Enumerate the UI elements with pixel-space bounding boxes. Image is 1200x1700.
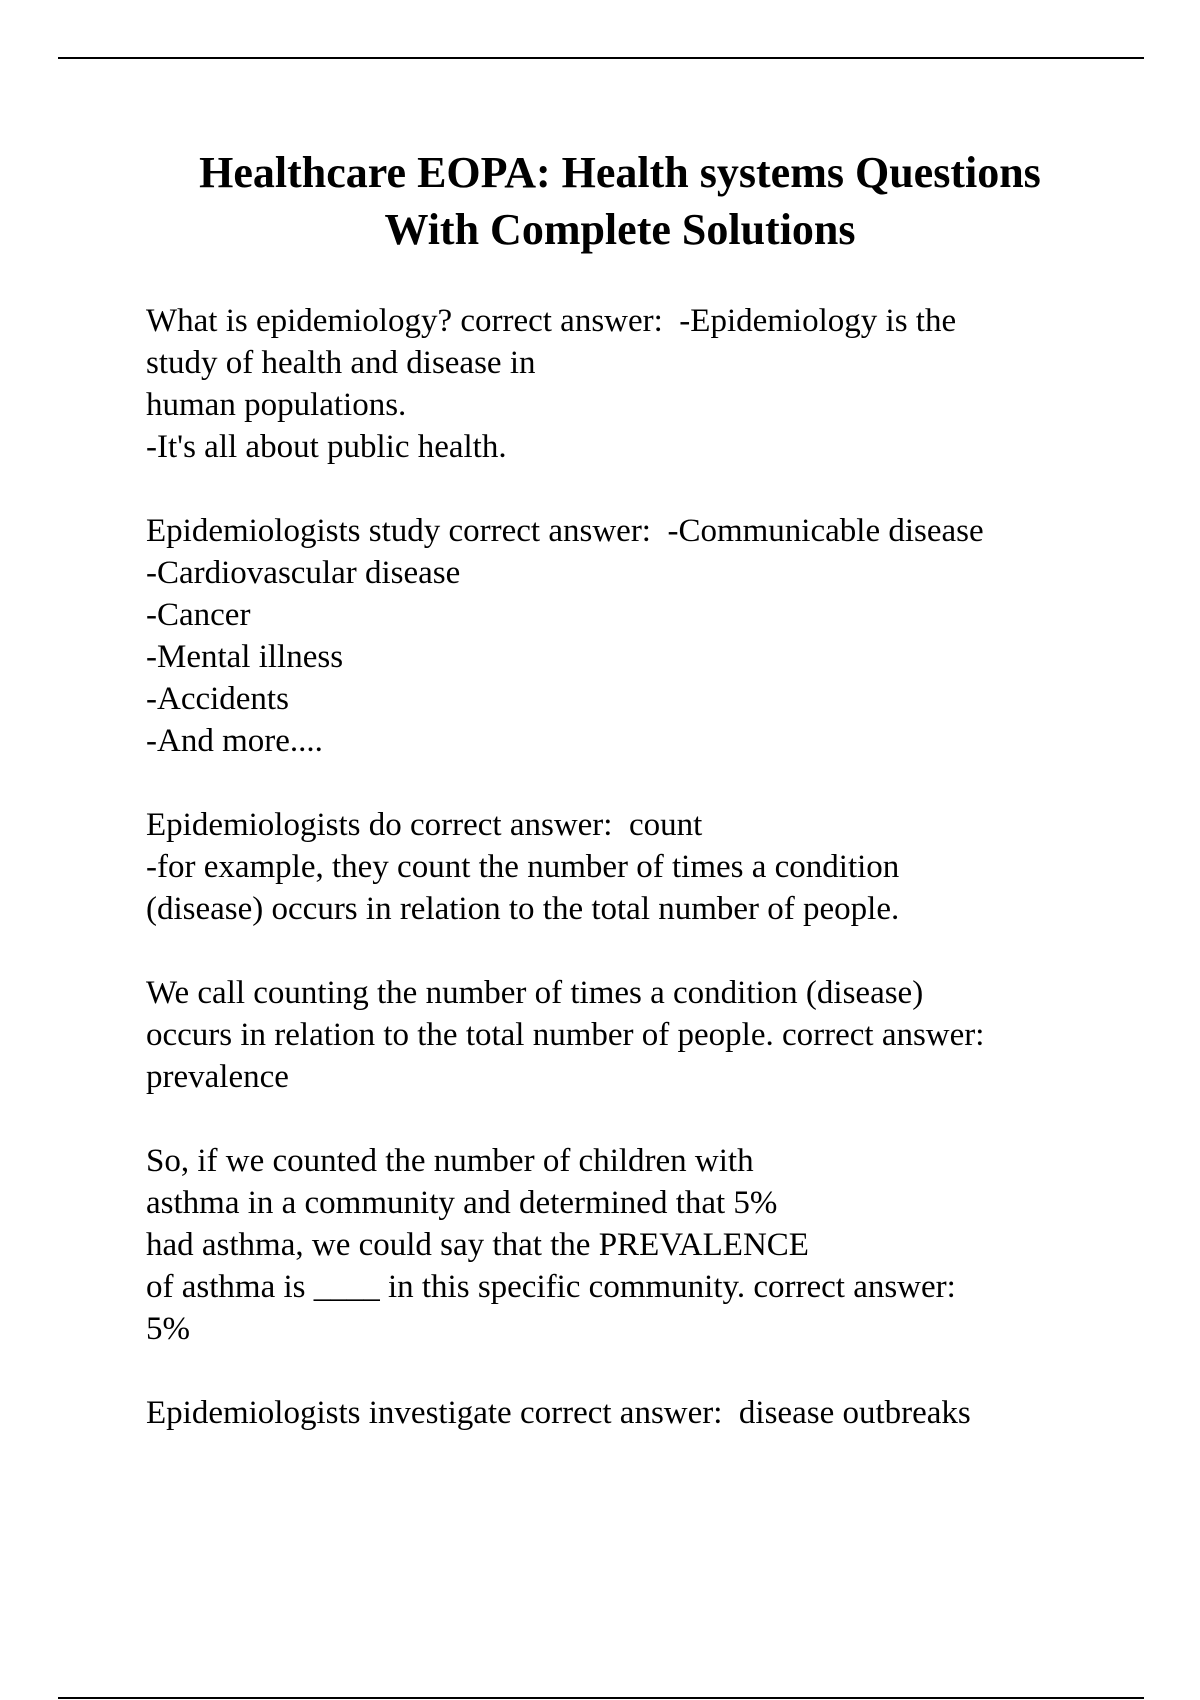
- title-line-1: Healthcare EOPA: Health systems Questions: [199, 148, 1041, 197]
- qa-line: human populations.: [146, 387, 407, 423]
- qa-block-epidemiologists-investigate: [146, 1392, 1146, 1434]
- qa-line: had asthma, we could say that the PREVALENCE: [146, 1227, 809, 1263]
- qa-line: occurs in relation to the total number of people. correct answer:: [146, 1017, 985, 1053]
- qa-line: of asthma is ____ in this specific community. correct answer:: [146, 1269, 956, 1305]
- qa-line: -Mental illness: [146, 639, 344, 675]
- qa-content: [146, 300, 1146, 1476]
- qa-block-epidemiology-definition: [146, 300, 1146, 468]
- qa-line: 5%: [146, 1311, 190, 1347]
- top-rule: [58, 57, 1144, 59]
- page-title: [100, 144, 1140, 258]
- qa-block-prevalence: [146, 972, 1146, 1098]
- qa-line: We call counting the number of times a condition (disease): [146, 975, 924, 1011]
- qa-line: asthma in a community and determined that 5%: [146, 1185, 778, 1221]
- title-line-2: With Complete Solutions: [384, 205, 856, 254]
- qa-line: study of health and disease in: [146, 345, 536, 381]
- bottom-rule: [58, 1697, 1144, 1699]
- qa-line: Epidemiologists investigate correct answer: disease outbreaks: [146, 1395, 971, 1431]
- qa-line: Epidemiologists study correct answer: -Communicable disease: [146, 513, 984, 549]
- qa-line: -Cancer: [146, 597, 251, 633]
- qa-line: prevalence: [146, 1059, 289, 1095]
- qa-line: Epidemiologists do correct answer: count: [146, 807, 703, 843]
- qa-block-epidemiologists-study: [146, 510, 1146, 762]
- qa-line: So, if we counted the number of children with: [146, 1143, 754, 1179]
- qa-line: What is epidemiology? correct answer: -Epidemiology is the: [146, 303, 957, 339]
- qa-line: -Cardiovascular disease: [146, 555, 461, 591]
- qa-block-asthma-prevalence: [146, 1140, 1146, 1350]
- qa-line: -for example, they count the number of times a condition: [146, 849, 900, 885]
- qa-line: -Accidents: [146, 681, 289, 717]
- qa-block-epidemiologists-do: [146, 804, 1146, 930]
- qa-line: -And more....: [146, 723, 323, 759]
- qa-line: -It's all about public health.: [146, 429, 507, 465]
- qa-line: (disease) occurs in relation to the total number of people.: [146, 891, 900, 927]
